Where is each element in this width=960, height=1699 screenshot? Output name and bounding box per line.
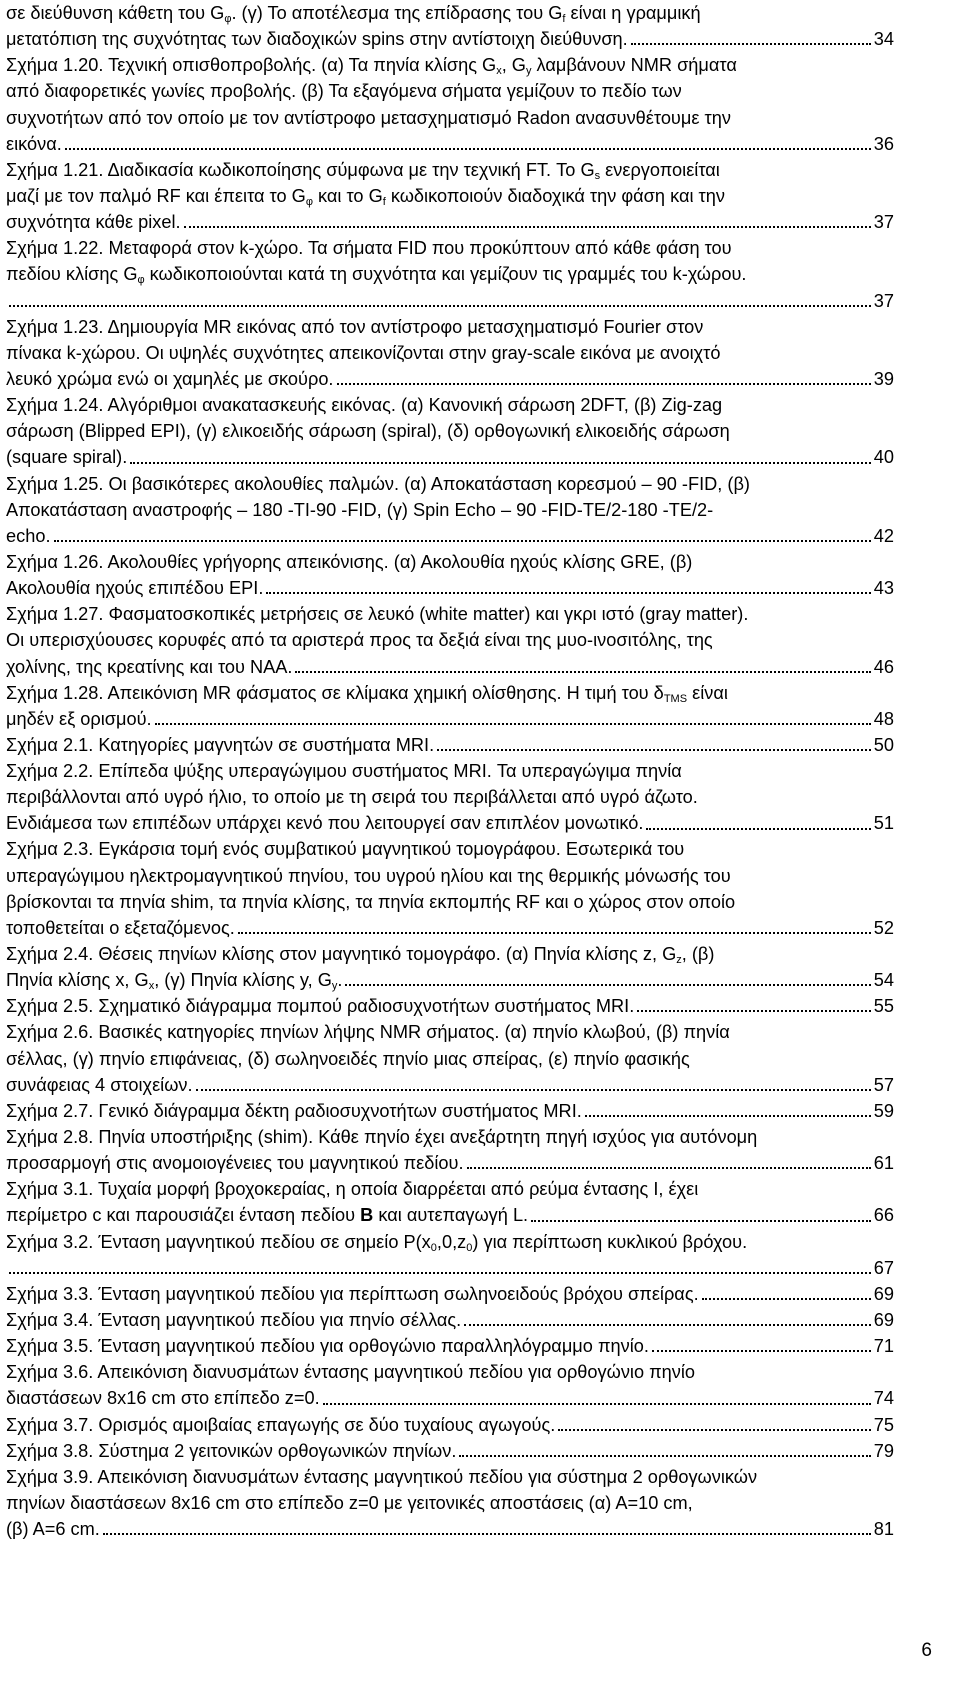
toc-text-fragment: Σχήμα 3.6. Απεικόνιση διανυσμάτων έντασης μαγνητικού πεδίου για ορθογώνιο πηνίο — [6, 1362, 696, 1383]
dot-leader — [130, 462, 870, 464]
toc-line-text — [6, 993, 634, 1019]
subscript: 0 — [430, 1241, 437, 1254]
toc-line-text — [6, 1176, 698, 1202]
toc-text-fragment: , (γ) Πηνία κλίσης y, G — [154, 970, 332, 991]
toc-line — [6, 288, 894, 314]
toc-line — [6, 523, 894, 549]
toc-line — [6, 1150, 894, 1176]
dot-leader — [646, 828, 870, 830]
toc-text-fragment: , (β) — [681, 944, 715, 965]
toc-line — [6, 889, 894, 915]
toc-line-text — [6, 1516, 100, 1542]
toc-text-fragment: (square spiral). — [6, 447, 128, 468]
toc-line — [6, 1307, 894, 1333]
toc-text-fragment: διαστάσεων 8x16 cm στο επίπεδο z=0. — [6, 1388, 320, 1409]
toc-text-fragment: λαμβάνουν NMR σήματα — [531, 55, 737, 76]
toc-line-text — [6, 941, 714, 967]
toc-line — [6, 1046, 894, 1072]
toc-text-fragment: Σχήμα 3.9. Απεικόνιση διανυσμάτων έντασης μαγνητικού πεδίου για σύστημα 2 ορθογωνικών — [6, 1466, 758, 1487]
toc-line-text — [6, 1124, 757, 1150]
toc-line — [6, 235, 894, 261]
subscript: φ — [224, 12, 232, 25]
toc-page-number: 61 — [873, 1153, 894, 1174]
dot-leader — [531, 1220, 871, 1222]
toc-page-number: 46 — [873, 656, 894, 677]
toc-line-text — [6, 157, 720, 183]
toc-text-fragment: Σχήμα 2.8. Πηνία υποστήριξης (shim). Κάθε πηνίο έχει ανεξάρτητη πηγή ισχύος για αυτόνομη — [6, 1127, 758, 1148]
toc-line — [6, 837, 894, 863]
dot-leader — [345, 984, 870, 986]
subscript: y — [331, 980, 338, 993]
subscript: φ — [137, 274, 145, 287]
toc-line — [6, 1124, 894, 1150]
toc-line-text — [6, 1046, 690, 1072]
toc-line — [6, 1072, 894, 1098]
toc-line — [6, 1464, 894, 1490]
toc-line-text — [6, 1490, 693, 1516]
toc-text-fragment: Σχήμα 1.28. Απεικόνιση MR φάσματος σε κλίμακα χημική ολίσθησης. Η τιμή του δ — [6, 682, 664, 703]
toc-text-fragment: Ενδιάμεσα των επιπέδων υπάρχει κενό που λειτουργεί σαν επιπλέον μονωτικό. — [6, 813, 644, 834]
toc-line-text — [6, 654, 292, 680]
toc-page-number: 36 — [873, 133, 894, 154]
toc-line-text — [6, 1281, 699, 1307]
toc-line-text — [6, 131, 62, 157]
toc-text-fragment: echo. — [6, 525, 51, 546]
toc-text-fragment: Σχήμα 2.6. Βασικές κατηγορίες πηνίων λήψης NMR σήματος. (α) πηνίο κλωβού, (β) πηνία — [6, 1022, 730, 1043]
toc-text-fragment: κωδικοποιούνται κατά τη συχνότητα και γεμίζουν τις γραμμές του k-χώρου. — [144, 264, 747, 285]
toc-line-text — [6, 235, 732, 261]
toc-page-number: 81 — [873, 1519, 894, 1540]
toc-line-text — [6, 863, 731, 889]
subscript: TMS — [663, 692, 688, 705]
toc-line-text — [6, 1229, 747, 1255]
toc-line-text — [6, 1019, 730, 1045]
toc-page-number: 55 — [873, 996, 894, 1017]
toc-line — [6, 810, 894, 836]
toc-line — [6, 1229, 894, 1255]
toc-line-text — [6, 261, 746, 287]
toc-text-fragment: , G — [501, 55, 526, 76]
dot-leader — [238, 932, 871, 934]
subscript: 0 — [466, 1241, 473, 1254]
toc-text-fragment: Σχήμα 1.20. Τεχνική οπισθοπροβολής. (α) Τα πηνία κλίσης G — [6, 55, 497, 76]
toc-text-fragment: τοποθετείται ο εξεταζόμενος. — [6, 917, 235, 938]
toc-line-text — [6, 26, 628, 52]
toc-line — [6, 1438, 894, 1464]
toc-page-number: 37 — [873, 290, 894, 311]
toc-text-fragment: Αποκατάσταση αναστροφής – 180 -TI-90 -FID, (γ) Spin Echo – 90 -FID-TE/2-180 -TE/2- — [6, 499, 714, 520]
toc-text-fragment: Σχήμα 1.21. Διαδικασία κωδικοποίησης σύμφωνα με την τεχνική FT. Το G — [6, 159, 595, 180]
toc-text-fragment: από διαφορετικές γωνίες προβολής. (β) Τα εξαγόμενα σήματα γεμίζουν το πεδίο των — [6, 81, 682, 102]
toc-text-fragment: προσαρμογή στις ανομοιογένειες του μαγνητικού πεδίου. — [6, 1153, 464, 1174]
subscript: z — [676, 954, 682, 967]
dot-leader — [464, 1324, 871, 1326]
toc-page-number: 67 — [873, 1257, 894, 1278]
toc-text-fragment: χολίνης, της κρεατίνης και του NAA. — [6, 656, 293, 677]
toc-line-text — [6, 1359, 695, 1385]
toc-line — [6, 157, 894, 183]
toc-line-text — [6, 784, 698, 810]
toc-text-fragment: βρίσκονται τα πηνία shim, τα πηνία κλίσης, τα πηνία εκπομπής RF και ο χώρος στον οποίο — [6, 891, 736, 912]
dot-leader — [54, 540, 871, 542]
toc-line — [6, 863, 894, 889]
toc-line — [6, 1516, 894, 1542]
bold-symbol: B — [360, 1205, 374, 1226]
toc-line-text — [6, 758, 682, 784]
dot-leader — [459, 1455, 870, 1457]
toc-text-fragment: Σχήμα 1.22. Μεταφορά στον k-χώρο. Τα σήματα FID που προκύπτουν από κάθε φάση του — [6, 238, 732, 259]
toc-page-number: 57 — [873, 1074, 894, 1095]
toc-line — [6, 758, 894, 784]
toc-text-fragment: μηδέν εξ ορισμού. — [6, 708, 152, 729]
toc-page-number: 59 — [873, 1100, 894, 1121]
toc-line-text — [6, 183, 725, 209]
toc-page-number: 69 — [873, 1283, 894, 1304]
toc-text-fragment: Σχήμα 2.3. Εγκάρσια τομή ενός συμβατικού μαγνητικού τομογράφου. Εσωτερικά του — [6, 839, 685, 860]
toc-line-text — [6, 1202, 528, 1228]
toc-text-fragment: Σχήμα 3.1. Τυχαία μορφή βροχοκεραίας, η οποία διαρρέεται από ρεύμα έντασης Ι, έχει — [6, 1179, 699, 1200]
toc-text-fragment: Σχήμα 3.2. Ένταση μαγνητικού πεδίου σε σημείο P(x — [6, 1231, 431, 1252]
toc-text-fragment: συνάφειας 4 στοιχείων. — [6, 1074, 193, 1095]
toc-line — [6, 967, 894, 993]
toc-line-text — [6, 1412, 555, 1438]
toc-line — [6, 52, 894, 78]
toc-text-fragment: σέλλας, (γ) πηνίο επιφάνειας, (δ) σωληνοειδές πηνίο μιας σπείρας, (ε) πηνίο φασικής — [6, 1048, 690, 1069]
toc-line — [6, 1098, 894, 1124]
toc-text-fragment: ,0,z — [436, 1231, 467, 1252]
toc-page-number: 48 — [873, 708, 894, 729]
subscript: f — [562, 12, 566, 25]
toc-text-fragment: μαζί με τον παλμό RF και έπειτα το G — [6, 185, 306, 206]
toc-line-text — [6, 1333, 649, 1359]
toc-text-fragment: είναι η γραμμική — [565, 2, 701, 23]
toc-text-fragment: Σχήμα 3.3. Ένταση μαγνητικού πεδίου για περίπτωση σωληνοειδούς βρόχου σπείρας. — [6, 1283, 699, 1304]
toc-line-text — [6, 0, 701, 26]
dot-leader — [631, 43, 871, 45]
toc-line — [6, 1281, 894, 1307]
toc-line — [6, 732, 894, 758]
toc-line-text — [6, 105, 731, 131]
toc-line — [6, 706, 894, 732]
toc-text-fragment: Σχήμα 3.7. Ορισμός αμοιβαίας επαγωγής σε δύο τυχαίους αγωγούς. — [6, 1414, 556, 1435]
dot-leader — [337, 383, 871, 385]
toc-line — [6, 1385, 894, 1411]
toc-text-fragment: . (γ) Το αποτέλεσμα της επίδρασης του G — [231, 2, 563, 23]
toc-line — [6, 654, 894, 680]
toc-text-fragment: Σχήμα 1.23. Δημιουργία MR εικόνας από τον αντίστροφο μετασχηματισμό Fourier στον — [6, 316, 704, 337]
toc-line — [6, 1412, 894, 1438]
toc-text-fragment: και το G — [312, 185, 383, 206]
toc-line-text — [6, 523, 51, 549]
toc-line — [6, 0, 894, 26]
dot-leader — [637, 1010, 870, 1012]
toc-page-number: 51 — [873, 813, 894, 834]
toc-line-text — [6, 706, 152, 732]
dot-leader — [323, 1403, 871, 1405]
toc-page-number: 34 — [873, 29, 894, 50]
toc-text-fragment: πίνακα k-χώρου. Οι υψηλές συχνότητες απεικονίζονται στην gray-scale εικόνα με ανοιχτό — [6, 342, 721, 363]
toc-page-number: 52 — [873, 917, 894, 938]
toc-text-fragment: πηνίων διαστάσεων 8x16 cm στο επίπεδο z=0 με γειτονικές αποστάσεις (α) Α=10 cm, — [6, 1493, 693, 1513]
toc-line — [6, 1019, 894, 1045]
toc-line — [6, 1490, 894, 1516]
toc-line-text — [6, 889, 735, 915]
toc-text-fragment: λευκό χρώμα ενώ οι χαμηλές με σκούρο. — [6, 368, 334, 389]
toc-line-text — [6, 549, 692, 575]
toc-line-text — [6, 1150, 464, 1176]
dot-leader — [184, 226, 871, 228]
toc-text-fragment: ) για περίπτωση κυκλικού βρόχου. — [472, 1231, 748, 1252]
toc-line — [6, 1359, 894, 1385]
toc-page-number: 37 — [873, 212, 894, 233]
toc-text-fragment: Σχήμα 2.5. Σχηματικό διάγραμμα πομπού ραδιοσυχνοτήτων συστήματος MRI. — [6, 996, 635, 1017]
toc-line — [6, 392, 894, 418]
toc-line — [6, 784, 894, 810]
toc-line — [6, 209, 894, 235]
dot-leader — [9, 305, 871, 307]
toc-text-fragment: Σχήμα 3.4. Ένταση μαγνητικού πεδίου για πηνίο σέλλας. — [6, 1310, 462, 1331]
subscript: f — [382, 195, 386, 208]
toc-text-fragment: ενεργοποιείται — [600, 159, 720, 180]
toc-line — [6, 627, 894, 653]
toc-page-number: 66 — [873, 1205, 894, 1226]
dot-leader — [103, 1533, 871, 1535]
toc-text-fragment: Σχήμα 1.27. Φασματοσκοπικές μετρήσεις σε λευκό (white matter) και γκρι ιστό (gray matter). — [6, 604, 749, 625]
toc-text-fragment: περίμετρο c και παρουσιάζει ένταση πεδίου — [6, 1205, 361, 1226]
toc-line-text — [6, 575, 263, 601]
toc-text-fragment: συχνότητα κάθε pixel. — [6, 212, 181, 233]
toc-line-text — [6, 444, 127, 470]
dot-leader — [266, 592, 870, 594]
toc-text-fragment: Πηνία κλίσης x, G — [6, 970, 149, 991]
page-number: 6 — [921, 1640, 932, 1661]
toc-text-fragment: είναι — [687, 682, 728, 703]
dot-leader — [65, 148, 871, 150]
toc-line — [6, 340, 894, 366]
toc-line-text — [6, 810, 643, 836]
toc-line-text — [6, 314, 703, 340]
toc-line-text — [6, 837, 684, 863]
table-of-figures — [6, 0, 894, 1542]
toc-text-fragment: (β) Α=6 cm. — [6, 1519, 100, 1540]
subscript: s — [594, 169, 601, 182]
toc-line-text — [6, 1098, 582, 1124]
toc-text-fragment: πεδίου κλίσης G — [6, 264, 138, 285]
dot-leader — [437, 749, 871, 751]
toc-line-text — [6, 209, 181, 235]
toc-text-fragment: . — [337, 970, 343, 991]
dot-leader — [196, 1089, 871, 1091]
dot-leader — [9, 1272, 871, 1274]
toc-page-number: 39 — [873, 368, 894, 389]
toc-line-text — [6, 1307, 461, 1333]
toc-line-text — [6, 78, 682, 104]
toc-line-text — [6, 1072, 193, 1098]
toc-line-text — [6, 1438, 456, 1464]
toc-line-text — [6, 627, 713, 653]
toc-line — [6, 1333, 894, 1359]
toc-line — [6, 1202, 894, 1228]
toc-text-fragment: περιβάλλονται από υγρό ήλιο, το οποίο με τη σειρά του περιβάλλεται από υγρό άζωτο. — [6, 787, 698, 808]
toc-line-text — [6, 1464, 757, 1490]
toc-line — [6, 183, 894, 209]
toc-page-number: 69 — [873, 1310, 894, 1331]
toc-text-fragment: και αυτεπαγωγή L. — [373, 1205, 529, 1226]
toc-line-text — [6, 601, 748, 627]
toc-text-fragment: συχνοτήτων από τον οποίο με τον αντίστροφο μετασχηματισμό Radon ανασυνθέτουμε την — [6, 107, 731, 128]
toc-page-number: 54 — [873, 970, 894, 991]
toc-page-number: 43 — [873, 578, 894, 599]
toc-text-fragment: Σχήμα 3.5. Ένταση μαγνητικού πεδίου για ορθογώνιο παραλληλόγραμμο πηνίο. — [6, 1336, 649, 1357]
toc-line — [6, 78, 894, 104]
toc-line — [6, 575, 894, 601]
dot-leader — [652, 1350, 871, 1352]
toc-text-fragment: Σχήμα 1.25. Οι βασικότερες ακολουθίες παλμών. (α) Αποκατάσταση κορεσμού – 90 -FID, (β) — [6, 473, 750, 494]
toc-line-text — [6, 497, 713, 523]
toc-text-fragment: Σχήμα 3.8. Σύστημα 2 γειτονικών ορθογωνικών πηνίων. — [6, 1440, 457, 1461]
toc-line — [6, 1176, 894, 1202]
toc-line-text — [6, 366, 334, 392]
toc-text-fragment: εικόνα. — [6, 133, 62, 154]
toc-page-number: 40 — [873, 447, 894, 468]
toc-line — [6, 314, 894, 340]
toc-text-fragment: Σχήμα 2.1. Κατηγορίες μαγνητών σε συστήματα MRI. — [6, 734, 435, 755]
toc-line-text — [6, 392, 722, 418]
toc-text-fragment: σε διεύθυνση κάθετη του G — [6, 2, 225, 23]
toc-line — [6, 131, 894, 157]
toc-line — [6, 26, 894, 52]
toc-line-text — [6, 1385, 320, 1411]
toc-line — [6, 444, 894, 470]
toc-line — [6, 941, 894, 967]
toc-line-text — [6, 418, 730, 444]
dot-leader — [467, 1167, 871, 1169]
toc-line — [6, 418, 894, 444]
toc-line-text — [6, 680, 728, 706]
toc-line-text — [6, 471, 750, 497]
toc-line — [6, 261, 894, 287]
dot-leader — [585, 1115, 871, 1117]
toc-page-number: 74 — [873, 1388, 894, 1409]
dot-leader — [295, 671, 870, 673]
subscript: x — [496, 65, 502, 78]
toc-page-number: 75 — [873, 1414, 894, 1435]
toc-line — [6, 105, 894, 131]
toc-text-fragment: Ακολουθία ηχούς επιπέδου EPI. — [6, 578, 264, 599]
toc-line — [6, 471, 894, 497]
subscript: y — [525, 65, 532, 78]
toc-page-number: 50 — [873, 734, 894, 755]
toc-line — [6, 1255, 894, 1281]
dot-leader — [155, 723, 871, 725]
toc-line — [6, 993, 894, 1019]
toc-text-fragment: μετατόπιση της συχνότητας των διαδοχικών spins στην αντίστοιχη διεύθυνση. — [6, 29, 628, 50]
toc-line — [6, 680, 894, 706]
toc-line — [6, 601, 894, 627]
toc-line-text — [6, 52, 737, 78]
subscript: x — [148, 980, 155, 993]
toc-line — [6, 497, 894, 523]
toc-line-text — [6, 732, 434, 758]
toc-text-fragment: υπεραγώγιμου ηλεκτρομαγνητικού πηνίου, του υγρού ηλίου και της θερμικής μόνωσής του — [6, 865, 731, 886]
toc-page-number: 71 — [873, 1336, 894, 1357]
subscript: φ — [305, 195, 313, 208]
toc-text-fragment: Σχήμα 1.24. Αλγόριθμοι ανακατασκευής εικόνας. (α) Κανονική σάρωση 2DFT, (β) Zig-zag — [6, 395, 723, 416]
toc-line — [6, 366, 894, 392]
toc-page-number: 42 — [873, 525, 894, 546]
toc-text-fragment: Σχήμα 1.26. Ακολουθίες γρήγορης απεικόνισης. (α) Ακολουθία ηχούς κλίσης GRE, (β) — [6, 551, 693, 572]
toc-text-fragment: κωδικοποιούν διαδοχικά την φάση και την — [385, 185, 725, 206]
toc-line — [6, 549, 894, 575]
toc-line-text — [6, 967, 342, 993]
toc-text-fragment: Σχήμα 2.7. Γενικό διάγραμμα δέκτη ραδιοσυχνοτήτων συστήματος MRI. — [6, 1100, 582, 1121]
toc-text-fragment: Οι υπερισχύουσες κορυφές από τα αριστερά προς τα δεξιά είναι της μυο-ινοσιτόλης, της — [6, 630, 713, 651]
dot-leader — [558, 1429, 870, 1431]
toc-text-fragment: Σχήμα 2.4. Θέσεις πηνίων κλίσης στον μαγνητικό τομογράφο. (α) Πηνία κλίσης z, G — [6, 944, 677, 965]
toc-text-fragment: Σχήμα 2.2. Επίπεδα ψύξης υπεραγώγιμου συστήματος MRI. Τα υπεραγώγιμα πηνία — [6, 761, 682, 782]
toc-line-text — [6, 340, 720, 366]
toc-line-text — [6, 915, 235, 941]
toc-page-number: 79 — [873, 1440, 894, 1461]
toc-line — [6, 915, 894, 941]
dot-leader — [702, 1298, 871, 1300]
toc-text-fragment: σάρωση (Blipped EPI), (γ) ελικοειδής σάρωση (spiral), (δ) ορθογωνική ελικοειδής σάρωση — [6, 421, 730, 442]
